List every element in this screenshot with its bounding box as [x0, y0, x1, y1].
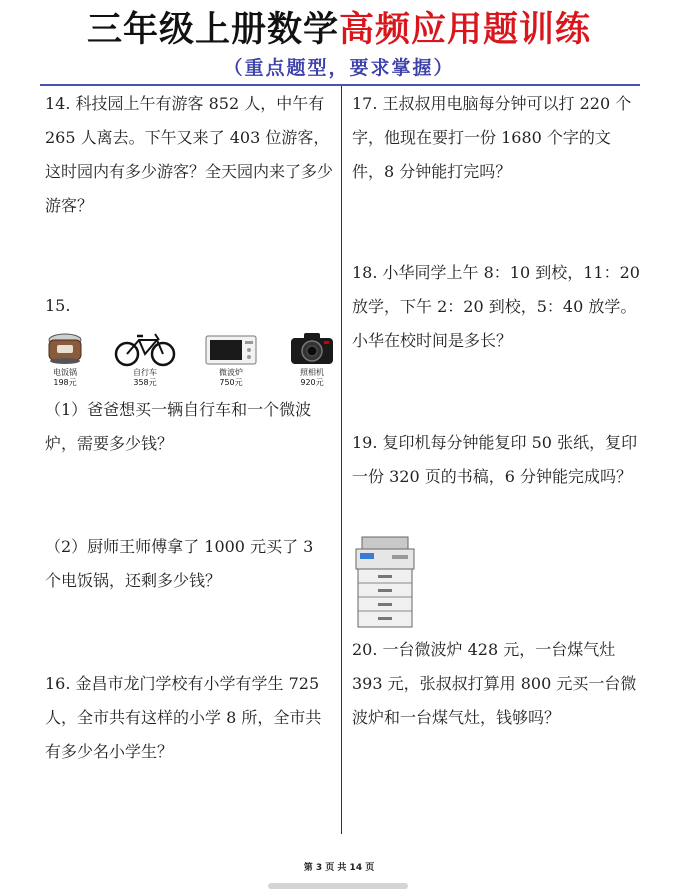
- microwave-label: 微波炉: [219, 368, 243, 377]
- page-number: 第 3 页 共 14 页: [303, 863, 375, 873]
- title-red-part: 高频应用题训练: [339, 10, 592, 50]
- question-20: 20. 一台微波炉 428 元，一台煤气灶 393 元，张叔叔打算用 800 元买一台微波炉和一台煤气灶，钱够吗？: [352, 640, 637, 727]
- page-title: [0, 8, 678, 52]
- product-bicycle: [110, 328, 180, 388]
- question-15-part-2: （2）厨师王师傅拿了 1000 元买了 3 个电饭锅，还剩多少钱？: [45, 537, 314, 590]
- camera-icon: [288, 328, 336, 368]
- header-divider: [40, 84, 640, 86]
- question-14: 14. 科技园上午有游客 852 人，中午有 265 人离去。下午又来了 403 位游客，这时园内有多少游客？全天园内来了多少游客？: [45, 94, 334, 215]
- question-17: 17. 王叔叔用电脑每分钟可以打 220 个字，他现在要打一份 1680 个字的文件，8 分钟能打完吗？: [352, 94, 632, 181]
- question-15-number: 15.: [45, 296, 71, 315]
- copier-image: [352, 533, 418, 631]
- page-subtitle: （重点题型，要求掌握）: [223, 57, 455, 79]
- question-16: 16. 金昌市龙门学校有小学有学生 725 人，全市共有这样的小学 8 所，全市共有多少名小学生？: [45, 674, 322, 761]
- product-rice-cooker: [42, 328, 88, 388]
- bicycle-price: 358元: [133, 378, 157, 387]
- product-microwave: [202, 328, 260, 388]
- product-camera: [286, 328, 338, 388]
- footer-bar: [268, 883, 408, 889]
- rice-cooker-icon: [45, 328, 85, 368]
- bicycle-label: 自行车: [133, 368, 157, 377]
- question-18: 18. 小华同学上午 8：10 到校，11：20 放学，下午 2：20 到校，5：40 放学。小华在校时间是多长？: [352, 263, 640, 350]
- question-19: 19. 复印机每分钟能复印 50 张纸，复印一份 320 页的书稿，6 分钟能完成吗？: [352, 433, 638, 486]
- microwave-icon: [204, 328, 258, 368]
- bicycle-icon: [113, 328, 177, 368]
- camera-label: 照相机: [300, 368, 324, 377]
- rice-cooker-label: 电饭锅: [53, 368, 77, 377]
- question-15-part-1: （1）爸爸想买一辆自行车和一个微波炉，需要多少钱？: [45, 400, 312, 453]
- title-black-part: 三年级上册数学: [86, 10, 339, 50]
- camera-price: 920元: [300, 378, 324, 387]
- rice-cooker-price: 198元: [53, 378, 77, 387]
- microwave-price: 750元: [219, 378, 243, 387]
- column-divider: [341, 86, 342, 834]
- copier-icon: [352, 533, 418, 631]
